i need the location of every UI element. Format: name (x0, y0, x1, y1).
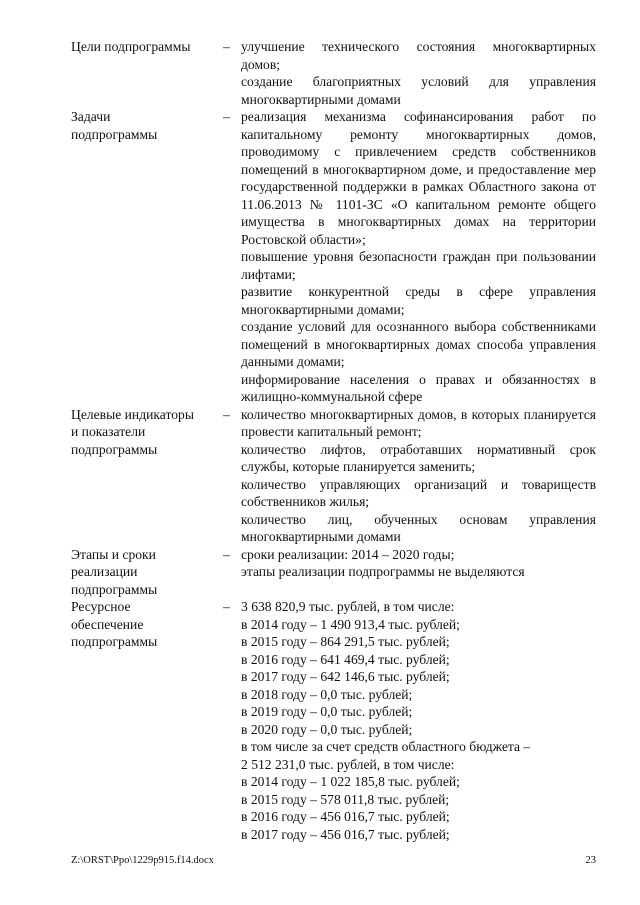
row-label-line: подпрограммы (71, 441, 158, 457)
table-row (71, 406, 596, 546)
page-footer (71, 855, 596, 866)
row-label-line: подпрограммы (71, 126, 158, 142)
row-label (71, 598, 213, 843)
row-paragraph: количество лифтов, отработавших нормативный срок службы, которые планируется заменить; (241, 441, 596, 474)
row-paragraph: этапы реализации подпрограммы не выделяются (241, 564, 525, 579)
row-paragraph: в 2020 году – 0,0 тыс. рублей; (241, 721, 413, 737)
row-content (241, 406, 596, 546)
row-paragraph: 2 512 231,0 тыс. рублей, в том числе: (241, 756, 455, 772)
row-content (241, 108, 596, 406)
row-label-line: подпрограммы (71, 581, 158, 597)
row-content (241, 38, 596, 108)
passport-table (71, 38, 596, 843)
row-label-line: Ресурсное (71, 599, 131, 614)
footer-file-path: Z:\ORST\Ppo\1229p915.f14.docx (71, 855, 214, 866)
table-row (71, 108, 596, 406)
page-number: 23 (585, 855, 596, 866)
row-paragraph: количество управляющих организаций и товариществ собственников жилья; (241, 476, 596, 509)
row-paragraph: в 2015 году – 578 011,8 тыс. рублей; (241, 791, 450, 807)
row-paragraph: информирование населения о правах и обязанностях в жилищно-коммунальной сфере (241, 371, 596, 404)
table-row (71, 546, 596, 599)
row-dash: – (223, 599, 230, 614)
row-label-line: Задачи (71, 109, 111, 124)
row-paragraph: улучшение технического состояния многоквартирных домов; (241, 39, 596, 72)
row-label-line: подпрограммы (71, 634, 158, 649)
row-paragraph: сроки реализации: 2014 – 2020 годы; (241, 546, 455, 562)
table-row (71, 38, 596, 108)
row-paragraph: в 2016 году – 456 016,7 тыс. рублей; (241, 809, 450, 824)
row-dash: – (223, 39, 230, 54)
row-content (241, 546, 596, 599)
row-content (241, 598, 596, 843)
row-label (71, 546, 213, 599)
row-paragraph: реализация механизма софинансирования работ по капитальному ремонту многоквартирных домов, проводимому с привлечением средств собственников помещений в многоквартирном доме, и предоставление мер государственной поддержки в рамках Областного закона от 11.06.2013 № 1101-ЗС «О капитальном ремонте общего имущества в многоквартирных домах на территории Ростовской области»; (241, 109, 596, 247)
row-paragraph: количество лиц, обученных основам управления многоквартирными домами (241, 511, 596, 544)
row-label-line: и показатели (71, 424, 146, 439)
row-paragraph: 3 638 820,9 тыс. рублей, в том числе: (241, 599, 455, 614)
row-paragraph: развитие конкурентной среды в сфере управления многоквартирными домами; (241, 284, 596, 317)
row-label (71, 406, 213, 546)
row-paragraph: в 2015 году – 864 291,5 тыс. рублей; (241, 634, 450, 649)
row-label-line: реализации (71, 564, 138, 579)
row-label-line: Этапы и сроки (71, 546, 156, 562)
row-label (71, 108, 213, 406)
table-row (71, 598, 596, 843)
row-paragraph: создание благоприятных условий для управления многоквартирными домами (241, 74, 596, 107)
row-paragraph: количество многоквартирных домов, в которых планируется провести капитальный ремонт; (241, 406, 596, 439)
row-dash: – (223, 109, 230, 124)
row-paragraph: в 2017 году – 642 146,6 тыс. рублей; (241, 669, 450, 684)
row-paragraph: в 2014 году – 1 490 913,4 тыс. рублей; (241, 616, 460, 632)
row-paragraph: в 2014 году – 1 022 185,8 тыс. рублей; (241, 774, 460, 789)
row-dash: – (223, 546, 230, 562)
row-dash: – (223, 406, 230, 422)
row-paragraph: в 2017 году – 456 016,7 тыс. рублей; (241, 826, 450, 842)
row-label-line: обеспечение (71, 616, 144, 632)
row-paragraph: в 2018 году – 0,0 тыс. рублей; (241, 686, 413, 702)
row-label-line: Целевые индикаторы (71, 406, 194, 422)
row-paragraph: повышение уровня безопасности граждан при пользовании лифтами; (241, 249, 596, 282)
row-paragraph: в 2016 году – 641 469,4 тыс. рублей; (241, 651, 450, 667)
row-paragraph: в том числе за счет средств областного бюджета – (241, 739, 531, 754)
row-paragraph: в 2019 году – 0,0 тыс. рублей; (241, 704, 413, 719)
row-label (71, 38, 213, 108)
row-paragraph: создание условий для осознанного выбора собственниками помещений в многоквартирных домах способа управления данными домами; (241, 319, 596, 369)
row-label-line: Цели подпрограммы (71, 39, 191, 54)
